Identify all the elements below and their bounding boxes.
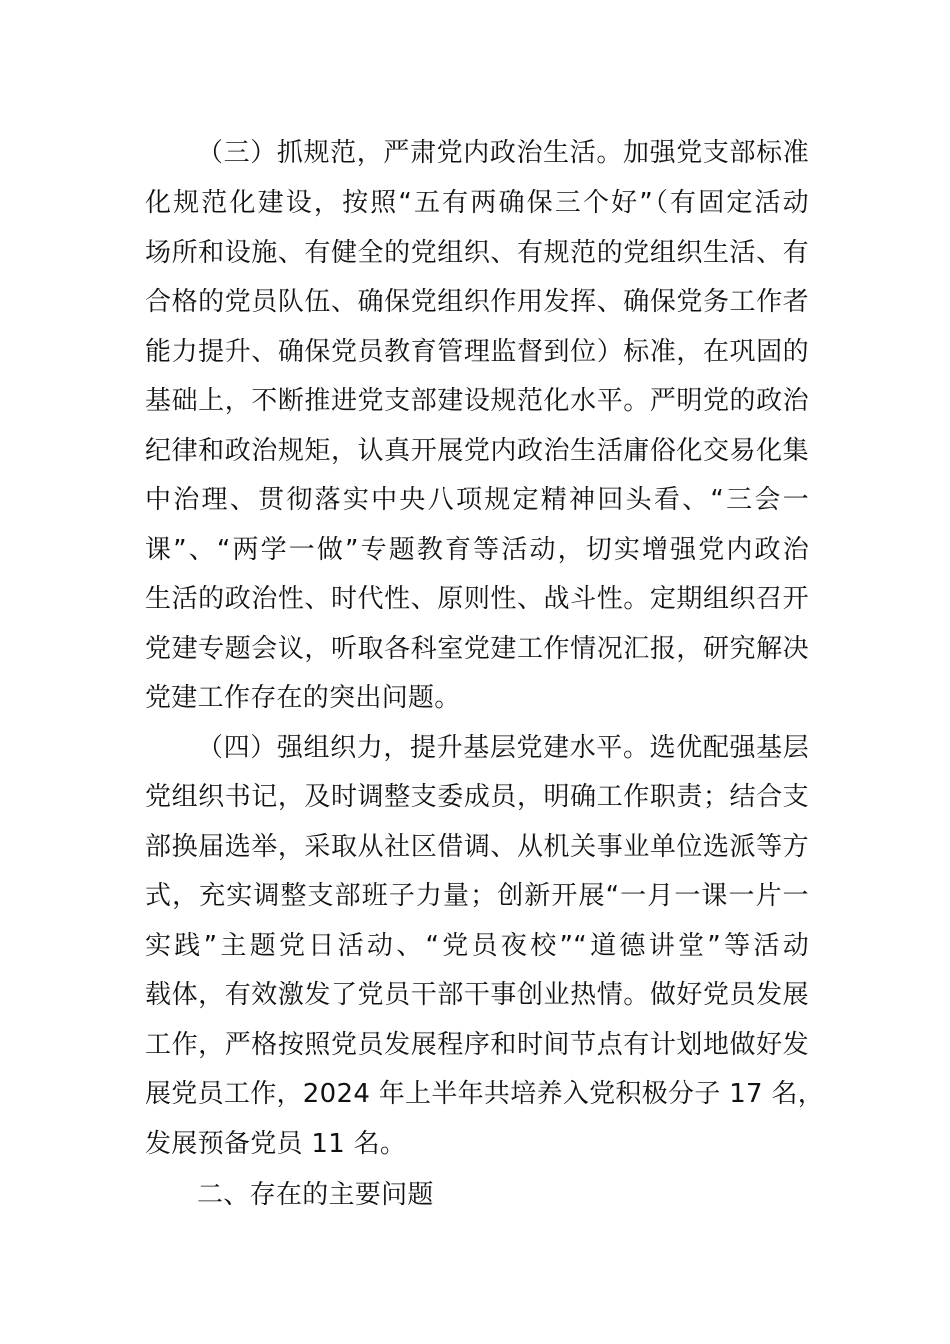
section-heading: 二、存在的主要问题 — [197, 1180, 434, 1210]
paragraph-3-line-3: 场所和设施、有健全的党组织、有规范的党组织生活、有 — [145, 238, 809, 268]
paragraph-3-line-2: 化规范化建设，按照“五有两确保三个好”（有固定活动 — [145, 188, 809, 218]
paragraph-4-line-1: （四）强组织力，提升基层党建水平。选优配强基层 — [197, 733, 809, 763]
paragraph-3-line-10: 生活的政治性、时代性、原则性、战斗性。定期组织召开 — [145, 584, 809, 614]
paragraph-4-line-8: 展党员工作，2024 年上半年共培养入党积极分子 17 名， — [145, 1079, 825, 1109]
paragraph-4-line-7: 工作，严格按照党员发展程序和时间节点有计划地做好发 — [145, 1030, 809, 1060]
paragraph-4-line-4: 式，充实调整支部班子力量；创新开展“一月一课一片一 — [145, 881, 809, 911]
paragraph-3-line-8: 中治理、贯彻落实中央八项规定精神回头看、“三会一 — [145, 485, 809, 515]
paragraph-4-line-2: 党组织书记，及时调整支委成员，明确工作职责；结合支 — [145, 782, 809, 812]
paragraph-3-line-7: 纪律和政治规矩，认真开展党内政治生活庸俗化交易化集 — [145, 436, 809, 466]
paragraph-4-line-5: 实践”主题党日活动、“党员夜校”“道德讲堂”等活动 — [145, 931, 809, 961]
paragraph-3-line-9: 课”、“两学一做”专题教育等活动，切实增强党内政治 — [145, 535, 809, 565]
paragraph-3-line-11: 党建专题会议，听取各科室党建工作情况汇报，研究解决 — [145, 634, 809, 664]
paragraph-3-line-5: 能力提升、确保党员教育管理监督到位）标准，在巩固的 — [145, 337, 809, 367]
paragraph-4-line-6: 载体，有效激发了党员干部干事创业热情。做好党员发展 — [145, 980, 809, 1010]
paragraph-4-line-9: 发展预备党员 11 名。 — [145, 1129, 407, 1159]
paragraph-4-line-3: 部换届选举，采取从社区借调、从机关事业单位选派等方 — [145, 832, 809, 862]
paragraph-3-line-4: 合格的党员队伍、确保党组织作用发挥、确保党务工作者 — [145, 287, 809, 317]
paragraph-3-line-6: 基础上，不断推进党支部建设规范化水平。严明党的政治 — [145, 386, 809, 416]
paragraph-3-line-1: （三）抓规范，严肃党内政治生活。加强党支部标准 — [197, 138, 809, 168]
paragraph-3-line-12: 党建工作存在的突出问题。 — [145, 683, 461, 713]
